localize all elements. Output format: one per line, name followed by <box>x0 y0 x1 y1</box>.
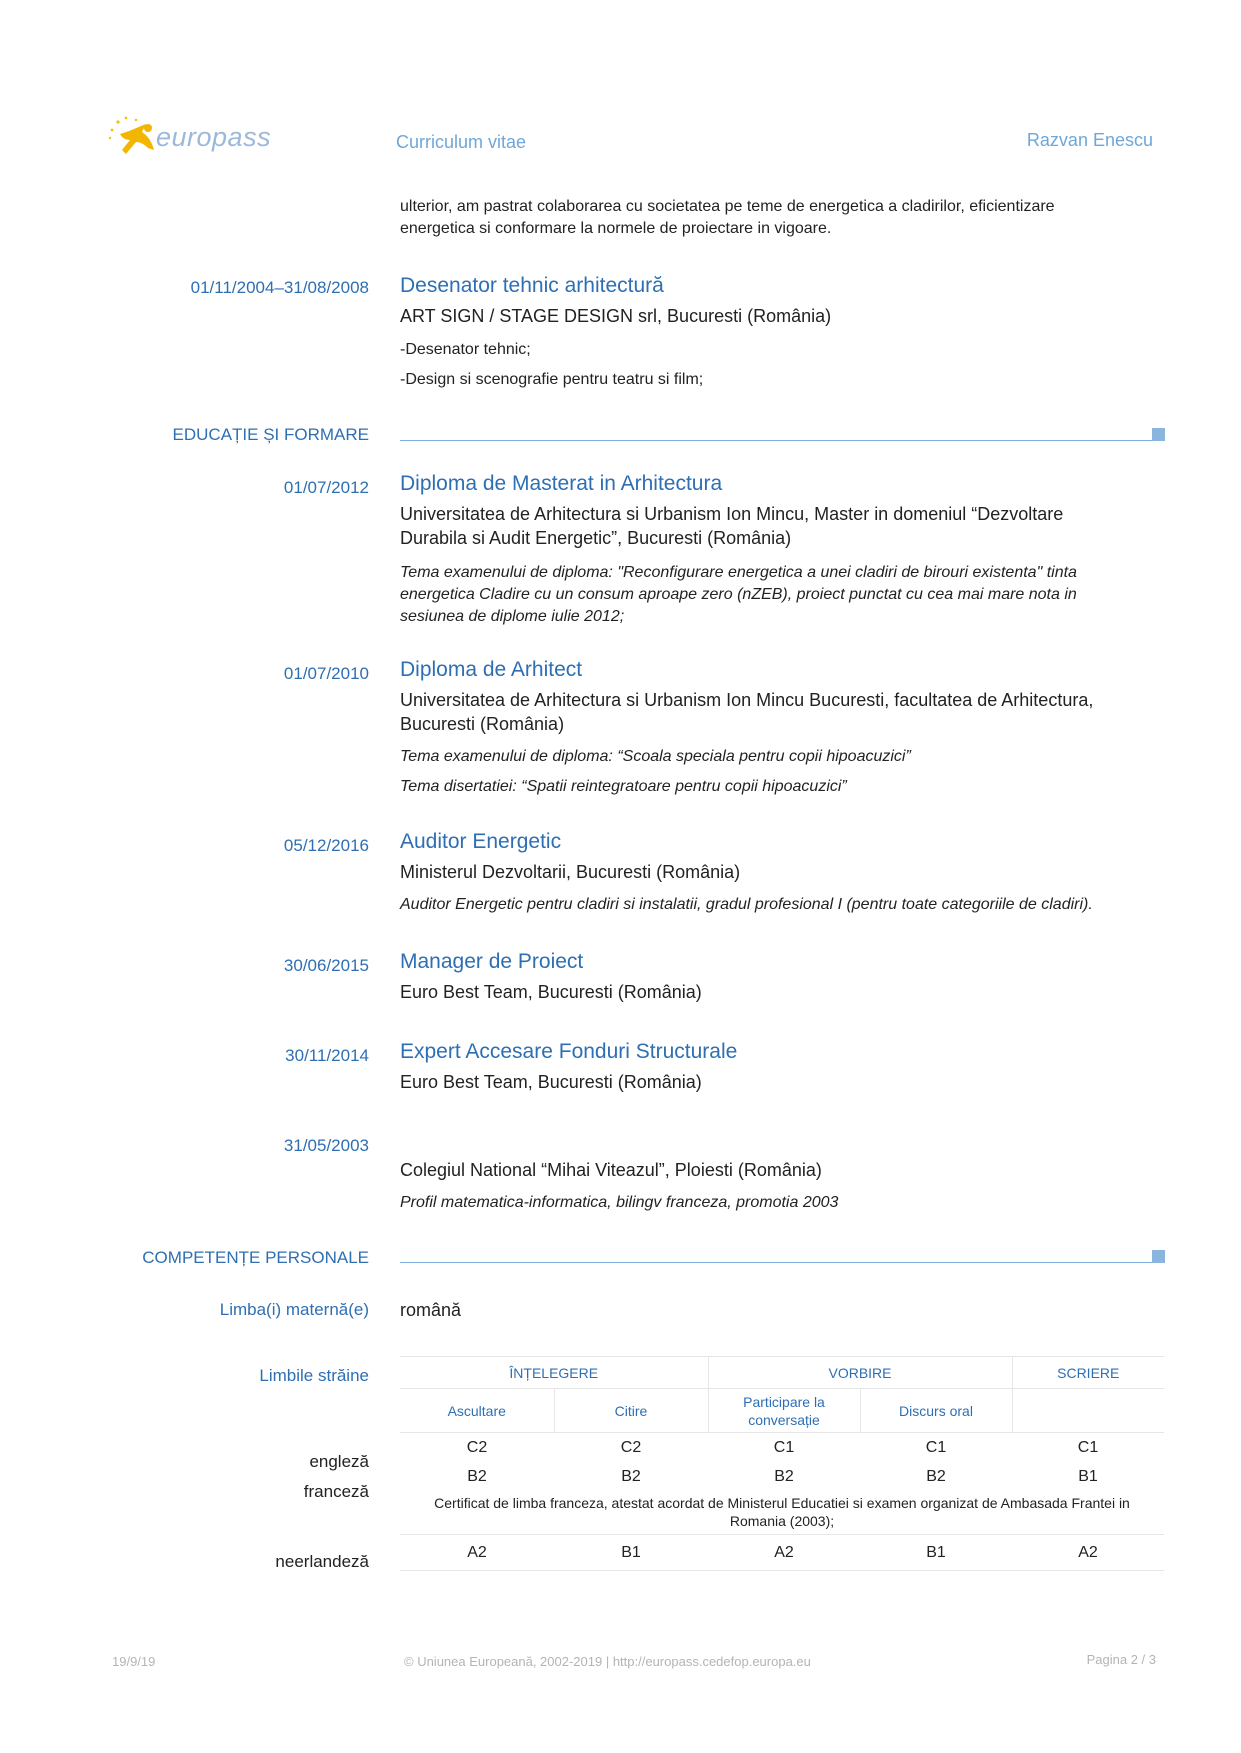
language-table <box>400 1356 1164 1571</box>
job-task: -Design si scenografie pentru teatru si film; <box>400 371 704 388</box>
job-date: 01/11/2004–31/08/2008 <box>190 278 369 297</box>
education-date: 30/06/2015 <box>283 956 369 975</box>
education-section-divider <box>400 440 1158 441</box>
person-name: Razvan Enescu <box>1026 130 1153 150</box>
production-header: Discurs oral <box>860 1389 1012 1433</box>
education-title: Diploma de Arhitect <box>400 658 583 681</box>
foreign-languages-label: Limbile străine <box>259 1366 369 1385</box>
job-title: Desenator tehnic arhitectură <box>400 274 664 297</box>
education-date: 30/11/2014 <box>285 1046 369 1065</box>
language-row <box>400 1463 1164 1491</box>
interaction-header: Participare la conversație <box>708 1389 860 1433</box>
level-cell: B1 <box>1078 1467 1098 1485</box>
level-cell: B2 <box>621 1467 641 1485</box>
mother-tongue-value: română <box>400 1300 462 1320</box>
mother-tongue-label: Limba(i) maternă(e) <box>219 1300 369 1319</box>
job-task: -Desenator tehnic; <box>400 341 531 358</box>
document-title: Curriculum vitae <box>396 132 527 152</box>
personal-section-label: COMPETENȚE PERSONALE <box>142 1248 369 1267</box>
language-certificate-note: Certificat de limba franceza, atestat acordat de Ministerul Educatiei si examen organizat de Ambasada Frantei in Romania (2003); <box>434 1495 1130 1530</box>
level-cell: B2 <box>926 1467 946 1485</box>
level-cell: B2 <box>774 1467 794 1485</box>
writing-subheader-empty <box>1012 1389 1164 1433</box>
education-date: 05/12/2016 <box>283 836 369 855</box>
education-note: Tema disertatiei: “Spatii reintegratoare pentru copii hipoacuzici” <box>400 778 847 795</box>
reading-header: Citire <box>554 1389 708 1433</box>
education-date: 31/05/2003 <box>283 1136 369 1155</box>
education-date: 01/07/2010 <box>283 664 369 683</box>
footer-copyright: © Uniunea Europeană, 2002-2019 | http://europass.cedefop.europa.eu <box>404 1654 811 1669</box>
level-cell: C2 <box>466 1438 488 1456</box>
education-note: Tema examenului de diploma: “Scoala speciala pentru copii hipoacuzici” <box>400 748 911 765</box>
level-cell: B1 <box>926 1543 946 1561</box>
job-employer: ART SIGN / STAGE DESIGN srl, Bucuresti (România) <box>400 306 832 326</box>
education-institution: Euro Best Team, Bucuresti (România) <box>400 1072 702 1092</box>
level-cell: A2 <box>467 1543 487 1561</box>
language-row <box>400 1535 1164 1571</box>
education-institution: Ministerul Dezvoltarii, Bucuresti (România) <box>400 862 741 882</box>
education-title: Expert Accesare Fonduri Structurale <box>400 1040 738 1063</box>
language-name: franceză <box>303 1482 369 1501</box>
footer-page-number: Pagina 2 / 3 <box>1086 1652 1156 1667</box>
education-institution: Universitatea de Arhitectura si Urbanism Ion Mincu, Master in domeniul “Dezvoltare Durabila si Audit Energetic”, Bucuresti (România) <box>400 504 1064 548</box>
level-cell: B2 <box>467 1467 487 1485</box>
personal-section-divider <box>400 1262 1158 1263</box>
level-cell: C2 <box>620 1438 642 1456</box>
level-cell: A2 <box>1078 1543 1098 1561</box>
level-cell: B1 <box>621 1543 641 1561</box>
listening-header: Ascultare <box>400 1389 554 1433</box>
education-institution: Universitatea de Arhitectura si Urbanism Ion Mincu Bucuresti, facultatea de Arhitectura, Bucuresti (România) <box>400 690 1094 734</box>
education-institution: Euro Best Team, Bucuresti (România) <box>400 982 702 1002</box>
level-cell: A2 <box>774 1543 794 1561</box>
understanding-header: ÎNȚELEGERE <box>400 1357 708 1389</box>
intro-paragraph: ulterior, am pastrat colaborarea cu societatea pe teme de energetica a cladirilor, eficientizare energetica si conformare la normele de proiectare in vigoare. <box>400 198 1055 237</box>
education-section-label: EDUCAȚIE ȘI FORMARE <box>172 425 369 444</box>
education-note: Profil matematica-informatica, bilingv franceza, promotia 2003 <box>400 1194 839 1211</box>
level-cell: C1 <box>773 1438 795 1456</box>
education-date: 01/07/2012 <box>283 478 369 497</box>
language-name: engleză <box>309 1452 369 1471</box>
speaking-header: VORBIRE <box>708 1357 1012 1389</box>
education-title: Diploma de Masterat in Arhitectura <box>400 472 723 495</box>
footer-date: 19/9/19 <box>112 1654 156 1669</box>
writing-header: SCRIERE <box>1057 1364 1120 1381</box>
section-marker <box>1152 428 1165 441</box>
europass-logo-text: europass <box>156 122 272 152</box>
section-marker <box>1152 1250 1165 1263</box>
education-note: Auditor Energetic pentru cladiri si instalatii, gradul profesional I (pentru toate categoriile de cladiri). <box>400 896 1093 913</box>
europass-logo <box>106 114 276 160</box>
language-row <box>400 1433 1164 1463</box>
language-name: neerlandeză <box>275 1552 369 1571</box>
education-title: Manager de Proiect <box>400 950 584 973</box>
education-note: Tema examenului de diploma: "Reconfigurare energetica a unei cladiri de birouri existenta" tinta energetica Cladire cu un consum aproape zero (nZEB), proiect punctat cu cea mai mare nota in sesiunea de diplome iulie 2012; <box>400 564 1077 625</box>
education-institution: Colegiul National “Mihai Viteazul”, Ploiesti (România) <box>400 1160 822 1180</box>
education-title: Auditor Energetic <box>400 830 562 853</box>
level-cell: C1 <box>1077 1438 1099 1456</box>
level-cell: C1 <box>925 1438 947 1456</box>
